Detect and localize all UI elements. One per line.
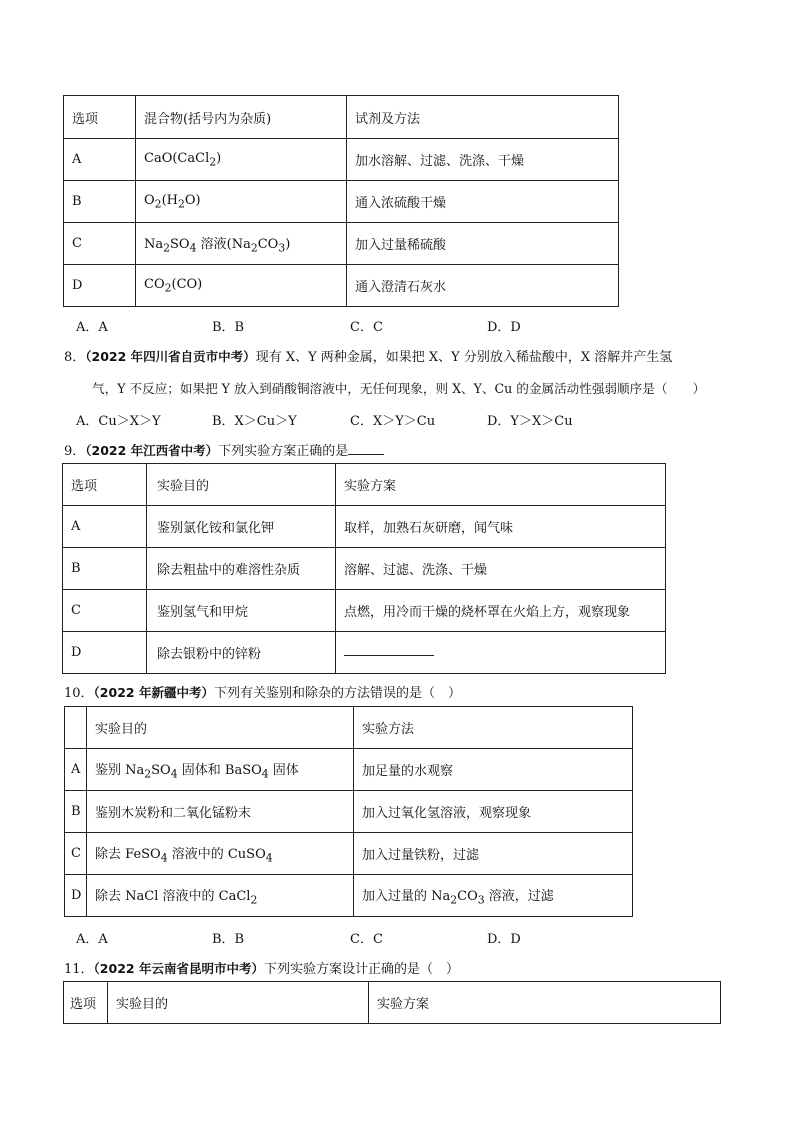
header-cell: 选项 xyxy=(64,96,136,139)
header-cell: 混合物(括号内为杂质) xyxy=(136,96,347,139)
answer-option[interactable]: C．C xyxy=(350,320,383,335)
option-cell: D xyxy=(63,632,147,674)
question-source: （2022 年四川省自贡市中考） xyxy=(85,349,256,364)
header-cell: 实验目的 xyxy=(108,982,369,1024)
table-header-row xyxy=(64,982,721,1024)
table-row xyxy=(64,139,619,181)
answer-option[interactable]: C．C xyxy=(350,932,383,947)
goal-cell: 除去 NaCl 溶液中的 CaCl$_2$ xyxy=(87,875,354,917)
goal-cell: 除去 FeSO$_4$ 溶液中的 CuSO$_4$ xyxy=(87,833,354,875)
plan-cell: 点燃，用冷而干燥的烧杯罩在火焰上方，观察现象 xyxy=(336,590,666,632)
table-header-row xyxy=(65,707,633,749)
goal-cell: 鉴别氯化铵和氯化钾 xyxy=(147,506,336,548)
q10-table xyxy=(64,706,633,917)
answer-option[interactable]: D．Y＞X＞Cu xyxy=(487,414,573,429)
option-cell: A xyxy=(65,749,87,791)
answer-option[interactable]: B．X＞Cu＞Y xyxy=(212,414,297,429)
table-row xyxy=(65,875,633,917)
header-cell: 实验方法 xyxy=(354,707,633,749)
method-cell: 加入过氧化氢溶液，观察现象 xyxy=(354,791,633,833)
q10-answer-options xyxy=(0,928,794,946)
method-cell: 通入澄清石灰水 xyxy=(347,265,619,307)
answer-option[interactable]: B．B xyxy=(212,932,245,947)
table-row xyxy=(63,632,666,674)
q7-answer-options xyxy=(0,316,794,334)
mixture-cell: $O_2(H_2O)$ xyxy=(136,181,347,223)
method-cell: 加入过量铁粉，过滤 xyxy=(354,833,633,875)
method-cell: 加足量的水观察 xyxy=(354,749,633,791)
question-text: 现有 X、Y 两种金属，如果把 X、Y 分别放入稀盐酸中，X 溶解并产生氢 xyxy=(255,350,673,365)
goal-cell: 除去银粉中的锌粉 xyxy=(147,632,336,674)
plan-cell xyxy=(336,632,666,674)
table-row xyxy=(64,223,619,265)
table-row xyxy=(63,506,666,548)
table-row xyxy=(64,181,619,223)
method-cell: 加入过量稀硫酸 xyxy=(347,223,619,265)
mixture-cell: CaO(CaCl$_2$) xyxy=(136,139,347,181)
header-cell: 实验方案 xyxy=(336,464,666,506)
header-cell: 选项 xyxy=(64,982,108,1024)
header-cell: 实验目的 xyxy=(147,464,336,506)
q10-stem xyxy=(64,682,461,701)
q9-table xyxy=(62,463,666,674)
method-cell: 加水溶解、过滤、洗涤、干燥 xyxy=(347,139,619,181)
header-cell: 试剂及方法 xyxy=(347,96,619,139)
question-number: 9． xyxy=(64,444,86,459)
option-cell: C xyxy=(65,833,87,875)
table-header-row xyxy=(64,96,619,139)
option-cell: D xyxy=(64,265,136,307)
option-cell: B xyxy=(64,181,136,223)
answer-option[interactable]: A．Cu＞X＞Y xyxy=(76,414,161,429)
mixture-cell: $CO_2(CO)$ xyxy=(136,265,347,307)
q8-stem xyxy=(64,346,672,365)
plan-cell: 溶解、过滤、洗涤、干燥 xyxy=(336,548,666,590)
table-row xyxy=(64,265,619,307)
question-source: （2022 年江西省中考） xyxy=(85,443,219,458)
q11-stem xyxy=(64,958,459,977)
question-number: 11． xyxy=(64,962,94,977)
goal-cell: 鉴别木炭粉和二氧化锰粉末 xyxy=(87,791,354,833)
answer-option[interactable]: D．D xyxy=(487,320,521,335)
method-cell: 通入浓硫酸干燥 xyxy=(347,181,619,223)
option-cell: C xyxy=(64,223,136,265)
q7-table xyxy=(63,95,619,307)
table-row xyxy=(65,791,633,833)
option-cell: B xyxy=(65,791,87,833)
question-source: （2022 年云南省昆明市中考） xyxy=(93,961,264,976)
header-cell: 选项 xyxy=(63,464,147,506)
table-row xyxy=(63,548,666,590)
question-source: （2022 年新疆中考） xyxy=(93,685,214,700)
plan-cell: 取样，加熟石灰研磨，闻气味 xyxy=(336,506,666,548)
question-text: 下列实验方案正确的是 xyxy=(218,444,349,459)
header-cell: 实验目的 xyxy=(87,707,354,749)
answer-blank[interactable] xyxy=(348,442,384,455)
q8-stem-line2: 气，Y 不反应；如果把 Y 放入到硝酸铜溶液中，无任何现象，则 X、Y、Cu 的金属活动性强弱顺序是（ ） xyxy=(92,381,706,396)
q9-stem xyxy=(64,440,384,459)
option-cell: A xyxy=(64,139,136,181)
goal-cell: 鉴别氢气和甲烷 xyxy=(147,590,336,632)
q8-answer-options xyxy=(0,410,794,428)
method-cell: 加入过量的 $Na_2CO_3$ 溶液，过滤 xyxy=(354,875,633,917)
question-text: 下列有关鉴别和除杂的方法错误的是（ ） xyxy=(213,686,461,701)
question-text: 下列实验方案设计正确的是（ ） xyxy=(263,962,459,977)
answer-option[interactable]: B．B xyxy=(212,320,245,335)
option-cell: D xyxy=(65,875,87,917)
answer-option[interactable]: A．A xyxy=(76,932,108,947)
goal-cell: 除去粗盐中的难溶性杂质 xyxy=(147,548,336,590)
table-header-row xyxy=(63,464,666,506)
table-row xyxy=(65,749,633,791)
answer-option[interactable]: A．A xyxy=(76,320,108,335)
header-cell: 实验方案 xyxy=(369,982,721,1024)
answer-blank[interactable] xyxy=(344,645,434,656)
table-row xyxy=(63,590,666,632)
answer-option[interactable]: C．X＞Y＞Cu xyxy=(350,414,436,429)
question-number: 10． xyxy=(64,686,94,701)
question-number: 8． xyxy=(64,350,86,365)
option-cell: C xyxy=(63,590,147,632)
option-cell: B xyxy=(63,548,147,590)
q11-table xyxy=(63,981,721,1024)
answer-option[interactable]: D．D xyxy=(487,932,521,947)
goal-cell: 鉴别 $Na_2SO_4$ 固体和 BaSO$_4$ 固体 xyxy=(87,749,354,791)
option-cell: A xyxy=(63,506,147,548)
mixture-cell: $Na_2SO_4$ 溶液$(Na_2CO_3)$ xyxy=(136,223,347,265)
header-cell xyxy=(65,707,87,749)
table-row xyxy=(65,833,633,875)
